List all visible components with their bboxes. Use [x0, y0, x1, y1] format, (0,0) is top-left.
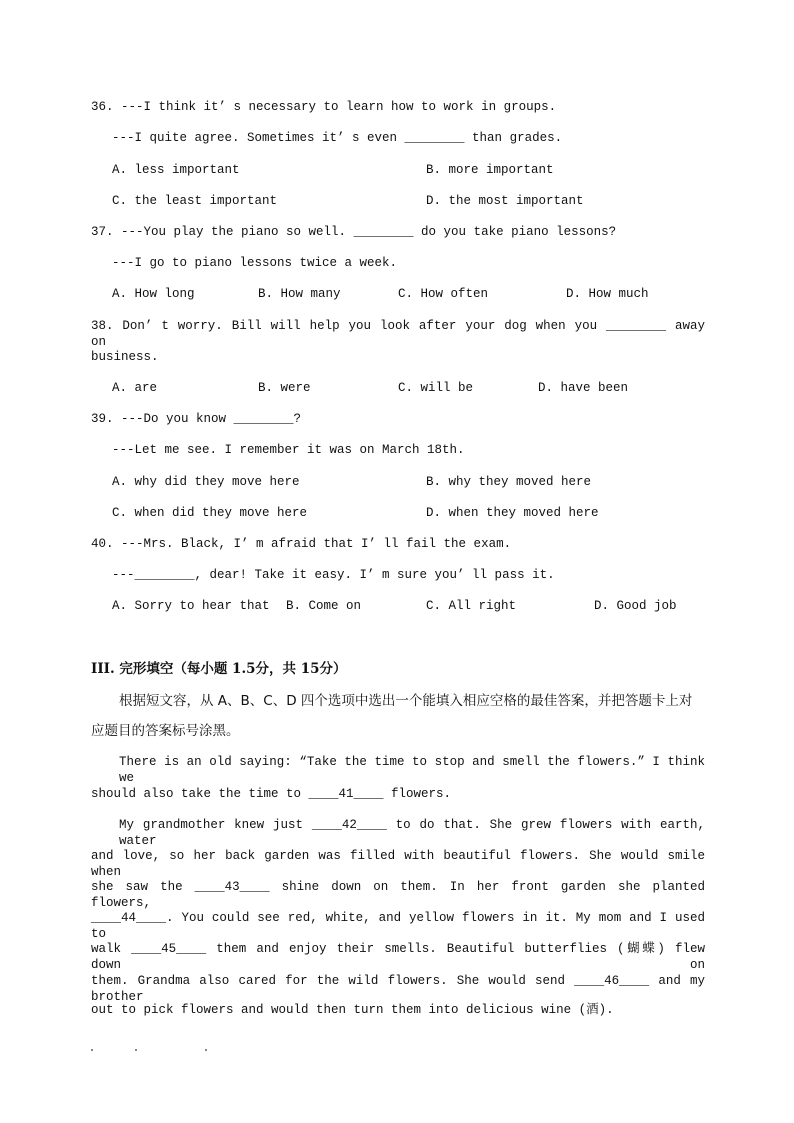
question-37-option-b: B. How many — [258, 287, 341, 301]
question-36-option-d: D. the most important — [426, 194, 584, 208]
question-37-option-c: C. How often — [398, 287, 489, 301]
passage-line: walk ____45____ them and enjoy their smells. Beautiful butterflies (蝴蝶) flew down on — [91, 942, 705, 972]
passage-line: and love, so her back garden was filled with beautiful flowers. She would smile when — [91, 849, 705, 879]
question-38-option-b: B. were — [258, 381, 311, 395]
question-39-option-d: D. when they moved here — [426, 506, 599, 520]
question-40-stem: 40. ---Mrs. Black, I’ m afraid that I’ ll fail the exam. — [91, 537, 512, 551]
question-36-option-c: C. the least important — [112, 194, 278, 208]
question-38-option-a: A. are — [112, 381, 158, 395]
passage-line: them. Grandma also cared for the wild flowers. She would send ____46____ and my brother — [91, 974, 705, 1004]
section-title: III. 完形填空（每小题 1.5分，共 15分） — [91, 661, 347, 677]
question-38-stem: 38. Don’ t worry. Bill will help you look after your dog when you ________ away on — [91, 319, 705, 349]
question-40-option-c: C. All right — [426, 599, 517, 613]
question-38-option-c: C. will be — [398, 381, 474, 395]
question-40-option-a: A. Sorry to hear that — [112, 599, 270, 613]
question-38-stem-continued: business. — [91, 350, 159, 364]
passage-line: There is an old saying: “Take the time to stop and smell the flowers.” I think we — [119, 755, 705, 785]
passage-line: out to pick flowers and would then turn them into delicious wine (酒). — [91, 1003, 614, 1017]
question-39-option-c: C. when did they move here — [112, 506, 308, 520]
page-artifact-dots — [91, 1046, 221, 1054]
question-37-response: ---I go to piano lessons twice a week. — [112, 256, 398, 270]
passage-line: she saw the ____43____ shine down on them. In her front garden she planted flowers, — [91, 880, 705, 910]
question-37-option-a: A. How long — [112, 287, 195, 301]
question-37-stem: 37. ---You play the piano so well. ________ do you take piano lessons? — [91, 225, 617, 239]
question-39-option-a: A. why did they move here — [112, 475, 300, 489]
question-36-stem: 36. ---I think it’ s necessary to learn how to work in groups. — [91, 100, 557, 114]
passage-line: should also take the time to ____41____ flowers. — [91, 787, 452, 801]
question-36-option-a: A. less important — [112, 163, 240, 177]
question-40-option-d: D. Good job — [594, 599, 677, 613]
question-40-response: ---________, dear! Take it easy. I’ m sure you’ ll pass it. — [112, 568, 555, 582]
question-37-option-d: D. How much — [566, 287, 649, 301]
question-40-option-b: B. Come on — [286, 599, 362, 613]
question-39-response: ---Let me see. I remember it was on March 18th. — [112, 443, 465, 457]
question-38-option-d: D. have been — [538, 381, 629, 395]
passage-line: My grandmother knew just ____42____ to do that. She grew flowers with earth, water — [119, 818, 705, 848]
question-36-option-b: B. more important — [426, 163, 554, 177]
question-39-stem: 39. ---Do you know ________? — [91, 412, 302, 426]
question-39-option-b: B. why they moved here — [426, 475, 592, 489]
section-instruction: 根据短文容，从 A、B、C、D 四个选项中选出一个能填入相应空格的最佳答案，并把答题卡上对应题目的答案标号涂黑。 — [91, 693, 693, 739]
question-36-response: ---I quite agree. Sometimes it’ s even ________ than grades. — [112, 131, 563, 145]
passage-line: ____44____. You could see red, white, and yellow flowers in it. My mom and I used to — [91, 911, 705, 941]
